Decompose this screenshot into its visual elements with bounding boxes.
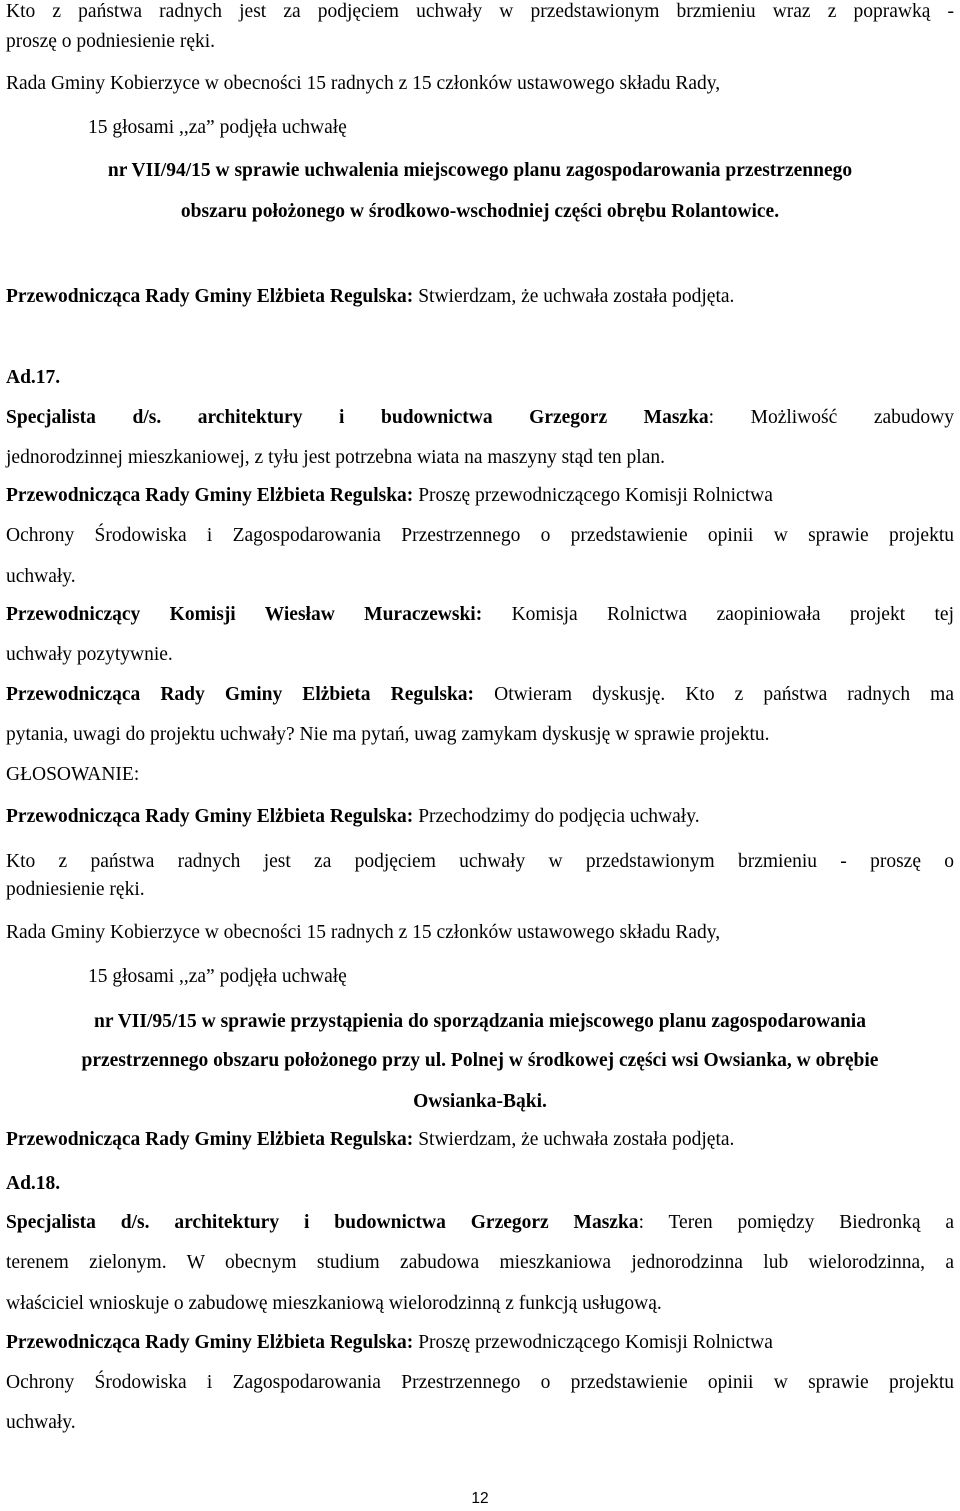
- speaker-name: Specjalista d/s. architektury i budownictwa Grzegorz Maszka: [6, 407, 709, 428]
- speaker-name: Przewodnicząca Rady Gminy Elżbieta Regulska:: [6, 1129, 414, 1150]
- resolution-title: nr VII/95/15 w sprawie przystąpienia do sporządzania miejscowego planu zagospodarowania: [94, 1011, 866, 1032]
- speaker-name: Przewodnicząca Rady Gminy Elżbieta Regulska:: [6, 684, 475, 705]
- text-line: Kto z państwa radnych jest za podjęciem uchwały w przedstawionym brzmieniu wraz z poprawką -: [6, 1, 954, 22]
- text-line: uchwały.: [6, 566, 76, 587]
- speaker-line: Specjalista d/s. architektury i budownictwa Grzegorz Maszka: Teren pomiędzy Biedronką a: [6, 1212, 955, 1233]
- agenda-item: Ad.18.: [6, 1173, 61, 1194]
- text-line: Ochrony Środowiska i Zagospodarowania Przestrzennego o przedstawienie opinii w sprawie projektu: [6, 525, 954, 546]
- speaker-line: Przewodnicząca Rady Gminy Elżbieta Regulska: Otwieram dyskusję. Kto z państwa radnych ma: [6, 684, 954, 705]
- text-line: Ochrony Środowiska i Zagospodarowania Przestrzennego o przedstawienie opinii w sprawie projektu: [6, 1372, 954, 1393]
- page-number: 12: [471, 1490, 489, 1507]
- speaker-name: Specjalista d/s. architektury i budownictwa Grzegorz Maszka: [6, 1212, 639, 1233]
- speaker-line: Przewodnicząca Rady Gminy Elżbieta Regulska: Proszę przewodniczącego Komisji Rolnictwa: [6, 1332, 773, 1353]
- resolution-title: przestrzennego obszaru położonego przy ul. Polnej w środkowej części wsi Owsianka, w obrębie: [81, 1050, 879, 1071]
- speaker-name: Przewodnicząca Rady Gminy Elżbieta Regulska:: [6, 1332, 414, 1353]
- speaker-line: Przewodnicząca Rady Gminy Elżbieta Regulska: Stwierdzam, że uchwała została podjęta.: [6, 1129, 735, 1150]
- resolution-title: Owsianka-Bąki.: [413, 1091, 547, 1112]
- text-line: proszę o podniesienie ręki.: [6, 31, 216, 52]
- text-line: Rada Gminy Kobierzyce w obecności 15 radnych z 15 członków ustawowego składu Rady,: [6, 922, 721, 943]
- text-line: podniesienie ręki.: [6, 879, 145, 900]
- speaker-line: Przewodnicząca Rady Gminy Elżbieta Regulska: Proszę przewodniczącego Komisji Rolnictwa: [6, 485, 773, 506]
- text-line: 15 głosami ,,za” podjęła uchwałę: [88, 117, 347, 138]
- speaker-name: Przewodnicząca Rady Gminy Elżbieta Regulska:: [6, 806, 414, 827]
- speaker-line: Przewodniczący Komisji Wiesław Muraczewski: Komisja Rolnictwa zaopiniowała projekt tej: [6, 604, 954, 625]
- text-line: terenem zielonym. W obecnym studium zabudowa mieszkaniowa jednorodzinna lub wielorodzinna, a: [6, 1252, 954, 1273]
- resolution-title: nr VII/94/15 w sprawie uchwalenia miejscowego planu zagospodarowania przestrzennego: [107, 160, 853, 181]
- text-line: właściciel wnioskuje o zabudowę mieszkaniową wielorodzinną z funkcją usługową.: [6, 1293, 662, 1314]
- section-heading: GŁOSOWANIE:: [6, 764, 140, 785]
- text-line: uchwały pozytywnie.: [6, 644, 173, 665]
- text-line: Kto z państwa radnych jest za podjęciem uchwały w przedstawionym brzmieniu - proszę o: [6, 851, 954, 872]
- text-line: Rada Gminy Kobierzyce w obecności 15 radnych z 15 członków ustawowego składu Rady,: [6, 73, 721, 94]
- speaker-name: Przewodnicząca Rady Gminy Elżbieta Regulska:: [6, 485, 414, 506]
- resolution-title: obszaru położonego w środkowo-wschodniej części obrębu Rolantowice.: [180, 201, 780, 222]
- text-line: jednorodzinnej mieszkaniowej, z tyłu jest potrzebna wiata na maszyny stąd ten plan.: [6, 447, 666, 468]
- text-line: pytania, uwagi do projektu uchwały? Nie ma pytań, uwag zamykam dyskusję w sprawie projektu.: [6, 724, 770, 745]
- speaker-line: Przewodnicząca Rady Gminy Elżbieta Regulska: Stwierdzam, że uchwała została podjęta.: [6, 286, 735, 307]
- speaker-name: Przewodnicząca Rady Gminy Elżbieta Regulska:: [6, 286, 414, 307]
- text-line: 15 głosami ,,za” podjęła uchwałę: [88, 966, 347, 987]
- speaker-line: Specjalista d/s. architektury i budownictwa Grzegorz Maszka: Możliwość zabudowy: [6, 407, 955, 428]
- text-line: uchwały.: [6, 1412, 76, 1433]
- speaker-line: Przewodnicząca Rady Gminy Elżbieta Regulska: Przechodzimy do podjęcia uchwały.: [6, 806, 700, 827]
- speaker-name: Przewodniczący Komisji Wiesław Muraczewski:: [6, 604, 483, 625]
- agenda-item: Ad.17.: [6, 367, 61, 388]
